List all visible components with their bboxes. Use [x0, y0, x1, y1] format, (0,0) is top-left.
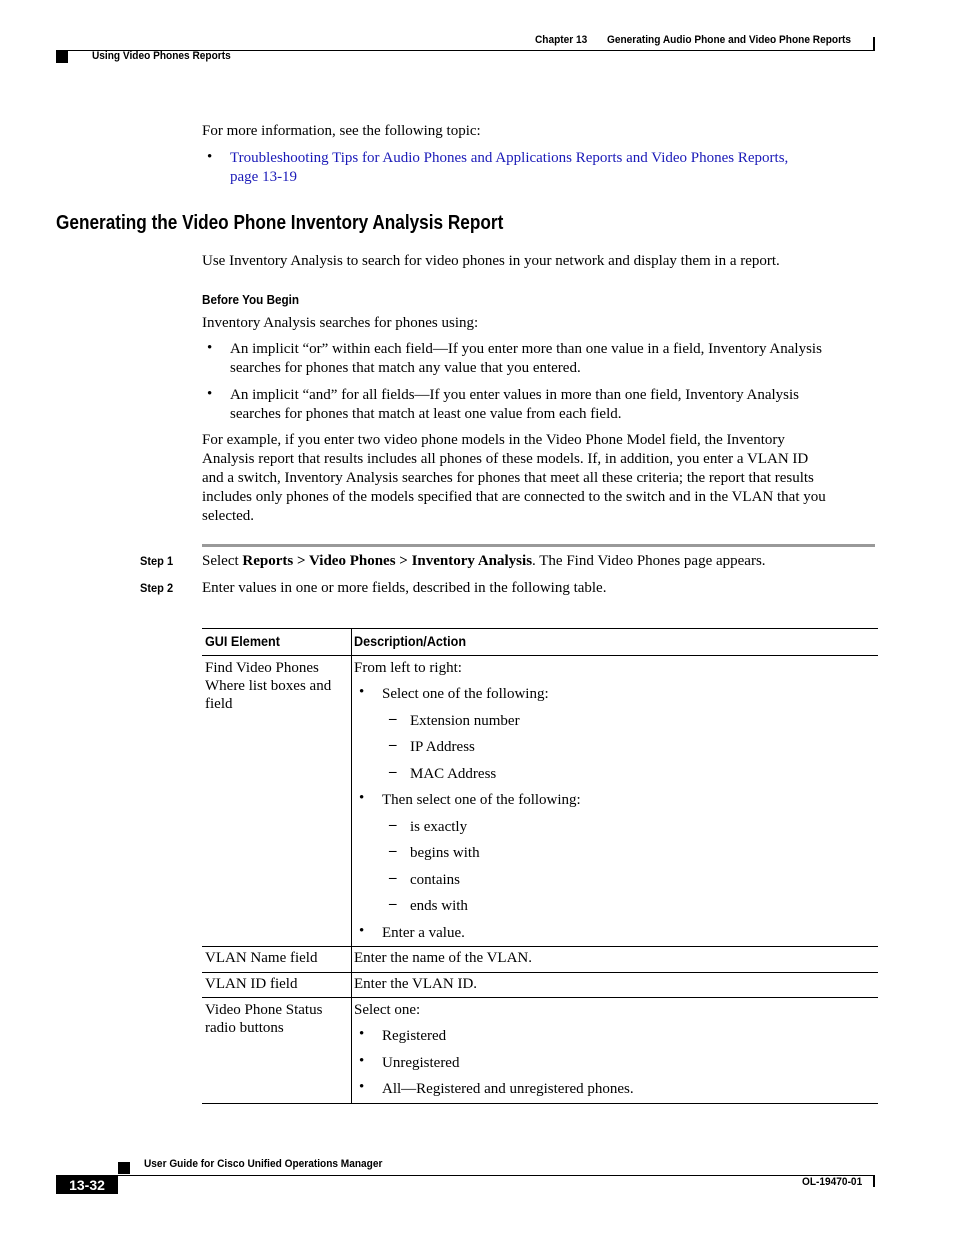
col-header-gui-element: GUI Element	[205, 633, 280, 649]
bullet-or-line-2: searches for phones that match any value that you entered.	[230, 360, 581, 376]
option-is-exactly: is exactly	[410, 819, 468, 835]
link-line-2[interactable]: page 13-19	[230, 169, 298, 185]
row2-element: VLAN Name field	[205, 950, 318, 966]
example-line: and a switch, Inventory Analysis searches for phones that meet all these criteria; the report that results	[202, 470, 814, 486]
option-registered: Registered	[382, 1028, 447, 1044]
select-one-text: Select one of the following:	[382, 686, 549, 702]
header-black-square	[56, 51, 68, 63]
bullet: •	[359, 1053, 365, 1069]
row1-element-line: Where list boxes and	[205, 678, 332, 694]
example-line: includes only phones of the models specified that are connected to the switch and in the VLAN that you	[202, 489, 826, 505]
row4-element-line: Video Phone Status	[205, 1002, 323, 1018]
bullet-or-text	[230, 340, 822, 378]
row3-description: Enter the VLAN ID.	[354, 976, 478, 992]
header-section: Using Video Phones Reports	[92, 50, 231, 62]
footer-guide-title: User Guide for Cisco Unified Operations Manager	[144, 1158, 383, 1170]
option-unregistered: Unregistered	[382, 1055, 460, 1071]
dash: –	[389, 896, 397, 912]
example-paragraph	[202, 431, 826, 526]
header-chapter-title: Generating Audio Phone and Video Phone Reports	[607, 34, 852, 46]
step-2-text: Enter values in one or more fields, described in the following table.	[202, 580, 607, 596]
example-line: For example, if you enter two video phone models in the Video Phone Model field, the Inventory	[202, 432, 785, 448]
row1-element-line: Find Video Phones	[205, 660, 319, 676]
row1-element-line: field	[205, 696, 233, 712]
option-contains: contains	[410, 872, 460, 888]
table-row-rule	[202, 997, 878, 998]
option-mac-address: MAC Address	[410, 766, 497, 782]
footer-doc-id: OL-19470-01	[802, 1176, 863, 1188]
footer-black-square	[118, 1162, 130, 1174]
option-ends-with: ends with	[410, 898, 468, 914]
step-1-menu-path: Reports > Video Phones > Inventory Analysis	[242, 553, 533, 569]
row2-description: Enter the name of the VLAN.	[354, 950, 533, 966]
troubleshooting-link[interactable]	[230, 149, 788, 187]
header-chapter: Chapter 13	[535, 34, 588, 46]
then-select-text: Then select one of the following:	[382, 792, 581, 808]
bullet: •	[359, 923, 365, 939]
example-line: selected.	[202, 508, 255, 524]
step-2-label: Step 2	[140, 581, 174, 595]
table-column-divider	[351, 628, 352, 1104]
row3-element: VLAN ID field	[205, 976, 298, 992]
step-1-post: . The Find Video Phones page appears.	[532, 553, 766, 569]
table-row-rule	[202, 972, 878, 973]
page-number: 13-32	[69, 1177, 105, 1193]
bullet-or-line-1: An implicit “or” within each field—If you enter more than one value in a field, Inventory Analysis	[230, 341, 822, 357]
header-right-tick	[873, 37, 875, 51]
table-top-rule	[202, 628, 878, 629]
row4-element-line: radio buttons	[205, 1020, 284, 1036]
bullet: •	[359, 790, 365, 806]
dash: –	[389, 764, 397, 780]
steps-top-rule	[202, 544, 875, 547]
bullet-and-text	[230, 386, 799, 424]
from-left-text: From left to right:	[354, 660, 462, 676]
bullet: •	[207, 149, 213, 165]
bullet-and-line-1: An implicit “and” for all fields—If you enter values in more than one field, Inventory Analysis	[230, 387, 800, 403]
dash: –	[389, 817, 397, 833]
searches-intro: Inventory Analysis searches for phones using:	[202, 315, 479, 331]
before-you-begin-heading: Before You Begin	[202, 292, 300, 307]
bullet: •	[359, 684, 365, 700]
example-line: Analysis report that results includes all phones of these models. If, in addition, you enter a VLAN ID	[202, 451, 809, 467]
bullet: •	[359, 1026, 365, 1042]
enter-value-text: Enter a value.	[382, 925, 465, 941]
footer-rule	[118, 1175, 875, 1176]
col-header-description: Description/Action	[354, 633, 467, 649]
option-extension-number: Extension number	[410, 713, 520, 729]
option-all: All—Registered and unregistered phones.	[382, 1081, 634, 1097]
option-ip-address: IP Address	[410, 739, 475, 755]
table-header-rule	[202, 655, 878, 656]
table-bottom-rule	[202, 1103, 878, 1104]
step-1-pre: Select	[202, 553, 243, 569]
row4-select-one: Select one:	[354, 1002, 421, 1018]
dash: –	[389, 737, 397, 753]
option-begins-with: begins with	[410, 845, 480, 861]
dash: –	[389, 870, 397, 886]
bullet-and-line-2: searches for phones that match at least one value from each field.	[230, 406, 622, 422]
more-info-text: For more information, see the following topic:	[202, 123, 481, 139]
bullet: •	[359, 1079, 365, 1095]
section-description: Use Inventory Analysis to search for video phones in your network and display them in a report.	[202, 253, 780, 269]
step-1-label: Step 1	[140, 554, 174, 568]
dash: –	[389, 843, 397, 859]
footer-right-tick	[873, 1175, 875, 1187]
section-title: Generating the Video Phone Inventory Analysis Report	[56, 212, 504, 234]
bullet: •	[207, 386, 213, 402]
step-1-text	[202, 552, 766, 571]
bullet: •	[207, 340, 213, 356]
dash: –	[389, 711, 397, 727]
table-row-rule	[202, 946, 878, 947]
link-line-1[interactable]: Troubleshooting Tips for Audio Phones and Applications Reports and Video Phones Reports,	[230, 150, 789, 166]
